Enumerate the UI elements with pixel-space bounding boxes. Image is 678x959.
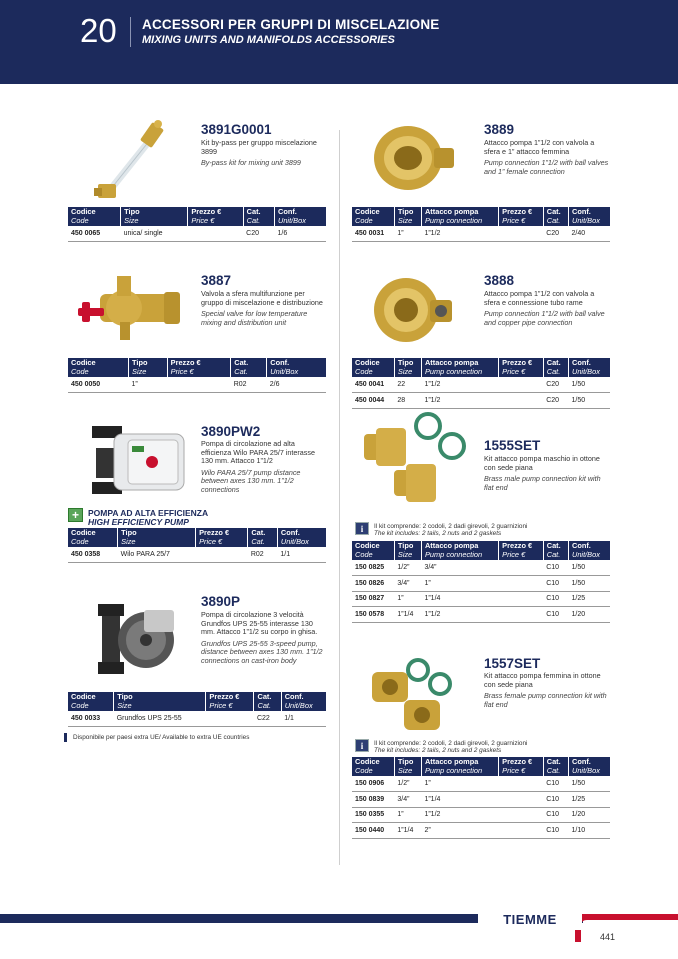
table-cell: 2/6 xyxy=(267,377,326,393)
description-it: Attacco pompa 1”1/2 con valvola a sfera e 1” attacco femmina xyxy=(484,138,595,156)
table-cell: 28 xyxy=(394,393,421,409)
column-header: Codice Code xyxy=(68,528,118,547)
table-cell: C10 xyxy=(543,807,568,823)
product-description xyxy=(201,611,326,666)
table-cell: 1/1 xyxy=(281,711,326,727)
table-row xyxy=(352,807,610,823)
table-cell: unica/ single xyxy=(121,226,188,242)
info-icon: i xyxy=(355,522,369,535)
product-description xyxy=(484,672,609,709)
table-cell: R02 xyxy=(231,377,267,393)
table-cell: 3/4” xyxy=(394,792,421,808)
table-cell: 1/50 xyxy=(568,393,610,409)
price-table xyxy=(352,207,610,242)
product-description xyxy=(484,139,609,176)
table-cell xyxy=(206,711,254,727)
table-header-row xyxy=(68,358,326,377)
column-header: Tipo Size xyxy=(121,207,188,226)
price-table xyxy=(352,757,610,839)
table-cell: 1/50 xyxy=(568,776,610,792)
product-code: 3889 xyxy=(484,122,515,137)
column-header: Cat. Cat. xyxy=(543,207,568,226)
table-row xyxy=(352,393,610,409)
table-cell xyxy=(499,607,544,623)
pump-connection-valve-image xyxy=(368,118,458,196)
column-header: Prezzo € Price € xyxy=(188,207,243,226)
article-code-cell: 450 0033 xyxy=(68,711,114,727)
page-number: 441 xyxy=(600,932,616,942)
table-cell xyxy=(499,776,544,792)
product-code: 3891G0001 xyxy=(201,122,272,137)
table-cell xyxy=(499,560,544,576)
column-header: Cat. Cat. xyxy=(248,528,278,547)
column-header: Codice Code xyxy=(68,207,121,226)
price-table xyxy=(68,528,326,563)
male-connection-kit-image xyxy=(356,412,472,512)
table-cell xyxy=(499,591,544,607)
column-header: Prezzo € Price € xyxy=(499,757,544,776)
column-header: Codice Code xyxy=(352,207,394,226)
article-code-cell: 450 0031 xyxy=(352,226,394,242)
article-code-cell: 450 0041 xyxy=(352,377,394,393)
column-header: Codice Code xyxy=(68,358,129,377)
female-connection-kit-image xyxy=(368,656,468,736)
table-cell xyxy=(499,823,544,839)
table-cell: 1/20 xyxy=(568,807,610,823)
wilo-pump-image xyxy=(88,418,193,504)
product-description xyxy=(201,440,326,495)
table-cell: 1/25 xyxy=(568,591,610,607)
product-description xyxy=(201,290,326,327)
table-cell xyxy=(499,807,544,823)
product-code: 3890P xyxy=(201,594,241,609)
table-row xyxy=(352,591,610,607)
table-cell: 1/10 xyxy=(568,823,610,839)
column-header: Prezzo € Price € xyxy=(499,358,544,377)
column-header: Tipo Size xyxy=(394,541,421,560)
column-header: Attacco pompa Pump connection xyxy=(421,358,498,377)
info-icon: i xyxy=(355,739,369,752)
badge-label-it: POMPA AD ALTA EFFICIENZA xyxy=(88,508,209,518)
table-cell: 1” xyxy=(129,377,168,393)
column-header: Prezzo € Price € xyxy=(196,528,248,547)
table-cell xyxy=(188,226,243,242)
table-cell xyxy=(196,547,248,563)
table-header-row xyxy=(68,207,326,226)
description-en: Pump connection 1”1/2 with ball valves and 1” female connection xyxy=(484,158,609,176)
column-header: Prezzo € Price € xyxy=(167,358,231,377)
column-header: Codice Code xyxy=(352,541,394,560)
product-code: 3890PW2 xyxy=(201,424,261,439)
table-cell: C10 xyxy=(543,591,568,607)
chapter-number: 20 xyxy=(80,12,117,49)
table-cell: C20 xyxy=(543,393,568,409)
column-header: Conf. Unit/Box xyxy=(568,207,610,226)
price-table xyxy=(352,541,610,623)
table-cell xyxy=(167,377,231,393)
table-cell: 2/40 xyxy=(568,226,610,242)
plus-icon: + xyxy=(68,508,83,522)
description-it: Kit attacco pompa maschio in ottone con sede piana xyxy=(484,454,600,472)
table-cell xyxy=(499,576,544,592)
price-table xyxy=(68,358,326,393)
table-cell: Wilo PARA 25/7 xyxy=(118,547,196,563)
table-row xyxy=(352,576,610,592)
column-header: Codice Code xyxy=(68,692,114,711)
product-code: 3887 xyxy=(201,273,232,288)
bypass-kit-image xyxy=(90,118,170,204)
table-cell: 1/50 xyxy=(568,377,610,393)
note-en: The kit includes: 2 tails, 2 nuts and 2 gaskets xyxy=(374,530,502,538)
product-code: 1555SET xyxy=(484,438,541,453)
note-it: Il kit comprende: 2 codoli, 2 dadi girevoli, 2 guarnizioni xyxy=(374,523,528,530)
table-cell: 3/4” xyxy=(394,576,421,592)
table-cell: C22 xyxy=(254,711,281,727)
column-header: Cat. Cat. xyxy=(231,358,267,377)
table-cell: 1”1/2 xyxy=(421,393,498,409)
description-it: Pompa di circolazione ad alta efficienza Wilo PARA 25/7 interasse 130 mm. Attacco 1”1/2 xyxy=(201,439,315,466)
table-cell: 1” xyxy=(421,576,498,592)
column-header: Conf. Unit/Box xyxy=(267,358,326,377)
column-header: Tipo Size xyxy=(129,358,168,377)
column-header: Prezzo € Price € xyxy=(206,692,254,711)
chapter-title: ACCESSORI PER GRUPPI DI MISCELAZIONE xyxy=(142,17,440,32)
column-header: Tipo Size xyxy=(394,757,421,776)
column-header: Conf. Unit/Box xyxy=(277,528,326,547)
table-cell: 1/2” xyxy=(394,560,421,576)
table-cell: 1”1/4 xyxy=(394,607,421,623)
table-header-row xyxy=(352,757,610,776)
column-header: Prezzo € Price € xyxy=(499,541,544,560)
description-en: Pump connection 1”1/2 with ball valve and copper pipe connection xyxy=(484,309,605,327)
article-code-cell: 150 0355 xyxy=(352,807,394,823)
column-header: Tipo Size xyxy=(118,528,196,547)
price-table xyxy=(68,692,326,727)
table-cell: 1/25 xyxy=(568,792,610,808)
article-code-cell: 150 0827 xyxy=(352,591,394,607)
description-it: Attacco pompa 1”1/2 con valvola a sfera e connessione tubo rame xyxy=(484,289,595,307)
table-cell: 1/20 xyxy=(568,607,610,623)
table-cell: C10 xyxy=(543,560,568,576)
description-en: Special valve for low temperature mixing and distribution unit xyxy=(201,309,308,327)
chapter-subtitle: MIXING UNITS AND MANIFOLDS ACCESSORIES xyxy=(142,34,395,46)
table-row xyxy=(352,792,610,808)
kit-contents-note xyxy=(374,523,527,538)
table-row xyxy=(352,607,610,623)
page-header xyxy=(0,0,678,84)
table-cell: C20 xyxy=(543,377,568,393)
table-cell: C10 xyxy=(543,576,568,592)
table-cell: 1/50 xyxy=(568,560,610,576)
table-cell xyxy=(499,393,544,409)
table-cell: 1”1/2 xyxy=(421,607,498,623)
description-it: Kit attacco pompa femmina in ottone con sede piana xyxy=(484,671,601,689)
table-cell: 1/6 xyxy=(274,226,326,242)
description-it: Valvola a sfera multifunzione per gruppo di miscelazione e distribuzione xyxy=(201,289,323,307)
product-description xyxy=(484,290,609,327)
table-cell: 1”1/4 xyxy=(394,823,421,839)
table-header-row xyxy=(352,541,610,560)
table-row xyxy=(352,377,610,393)
article-code-cell: 450 0065 xyxy=(68,226,121,242)
column-header: Codice Code xyxy=(352,358,394,377)
article-code-cell: 150 0906 xyxy=(352,776,394,792)
column-header: Attacco pompa Pump connection xyxy=(421,757,498,776)
note-en: The kit includes: 2 tails, 2 nuts and 2 gaskets xyxy=(374,747,502,755)
column-header: Conf. Unit/Box xyxy=(568,358,610,377)
article-code-cell: 450 0358 xyxy=(68,547,118,563)
table-row xyxy=(352,823,610,839)
column-header: Attacco pompa Pump connection xyxy=(421,541,498,560)
table-row xyxy=(68,547,326,563)
table-cell: 1”1/4 xyxy=(421,591,498,607)
price-table xyxy=(352,358,610,409)
description-en: Wilo PARA 25/7 pump distance between axes 130 mm. 1”1/2 connections xyxy=(201,467,301,494)
description-en: Grundfos UPS 25-55 3-speed pump, distance between axes 130 mm. 1”1/2 connections on cast-iron body xyxy=(201,638,323,665)
table-cell: 3/4” xyxy=(421,560,498,576)
table-cell: 1”1/2 xyxy=(421,226,498,242)
table-cell xyxy=(499,377,544,393)
column-header: Conf. Unit/Box xyxy=(274,207,326,226)
price-table xyxy=(68,207,326,242)
column-header: Cat. Cat. xyxy=(243,207,274,226)
column-header: Attacco pompa Pump connection xyxy=(421,207,498,226)
product-code: 1557SET xyxy=(484,656,541,671)
table-cell: R02 xyxy=(248,547,278,563)
table-header-row xyxy=(352,358,610,377)
description-en: By-pass kit for mixing unit 3899 xyxy=(201,158,301,168)
note-it: Il kit comprende: 2 codoli, 2 dadi girevoli, 2 guarnizioni xyxy=(374,740,528,747)
table-cell: 1/50 xyxy=(568,576,610,592)
article-code-cell: 150 0839 xyxy=(352,792,394,808)
article-code-cell: 150 0578 xyxy=(352,607,394,623)
table-cell: C10 xyxy=(543,776,568,792)
brand-logo: TIEMME xyxy=(478,910,582,930)
table-row xyxy=(68,711,326,727)
column-header: Tipo Size xyxy=(394,207,421,226)
column-divider xyxy=(339,130,340,865)
table-cell: 1” xyxy=(394,226,421,242)
kit-contents-note xyxy=(374,740,527,755)
product-code: 3888 xyxy=(484,273,515,288)
table-cell: C10 xyxy=(543,823,568,839)
table-row xyxy=(68,377,326,393)
article-code-cell: 150 0440 xyxy=(352,823,394,839)
article-code-cell: 150 0825 xyxy=(352,560,394,576)
table-cell xyxy=(499,792,544,808)
table-header-row xyxy=(68,528,326,547)
table-row xyxy=(352,776,610,792)
table-cell: 1”1/2 xyxy=(421,807,498,823)
table-cell: 1” xyxy=(421,776,498,792)
description-en: Brass male pump connection kit with flat end xyxy=(484,474,601,492)
table-row xyxy=(352,226,610,242)
multifunction-valve-image xyxy=(72,272,186,344)
badge-label-en: HIGH EFFICIENCY PUMP xyxy=(88,517,189,527)
grundfos-pump-image xyxy=(88,598,188,682)
description-en: Brass female pump connection kit with flat end xyxy=(484,691,607,709)
table-header-row xyxy=(352,207,610,226)
article-code-cell: 450 0050 xyxy=(68,377,129,393)
column-header: Tipo Size xyxy=(114,692,206,711)
column-header: Codice Code xyxy=(352,757,394,776)
table-cell: 1”1/4 xyxy=(421,792,498,808)
pump-connection-copper-image xyxy=(368,270,458,348)
table-cell: C20 xyxy=(543,226,568,242)
table-header-row xyxy=(68,692,326,711)
table-cell: 1”1/2 xyxy=(421,377,498,393)
product-description xyxy=(484,455,609,492)
table-row xyxy=(68,226,326,242)
column-header: Cat. Cat. xyxy=(543,757,568,776)
article-code-cell: 150 0826 xyxy=(352,576,394,592)
column-header: Conf. Unit/Box xyxy=(568,757,610,776)
column-header: Conf. Unit/Box xyxy=(568,541,610,560)
product-description xyxy=(201,139,326,168)
header-divider xyxy=(130,17,131,47)
table-row xyxy=(352,560,610,576)
table-cell: C10 xyxy=(543,792,568,808)
description-it: Pompa di circolazione 3 velocità Grundfos UPS 25-55 interasse 130 mm. Attacco 1”1/2 su corpo in ghisa. xyxy=(201,610,318,637)
table-cell: 1” xyxy=(394,807,421,823)
table-cell: Grundfos UPS 25-55 xyxy=(114,711,206,727)
footer-accent xyxy=(575,914,678,942)
article-code-cell: 450 0044 xyxy=(352,393,394,409)
column-header: Prezzo € Price € xyxy=(499,207,544,226)
table-cell: C10 xyxy=(543,607,568,623)
description-it: Kit by-pass per gruppo miscelazione 3899 xyxy=(201,138,317,156)
table-cell xyxy=(499,226,544,242)
table-cell: 22 xyxy=(394,377,421,393)
column-header: Conf. Unit/Box xyxy=(281,692,326,711)
table-cell: 1/1 xyxy=(277,547,326,563)
table-cell: 1/2” xyxy=(394,776,421,792)
table-cell: C20 xyxy=(243,226,274,242)
column-header: Tipo Size xyxy=(394,358,421,377)
table-cell: 2” xyxy=(421,823,498,839)
column-header: Cat. Cat. xyxy=(543,358,568,377)
column-header: Cat. Cat. xyxy=(254,692,281,711)
column-header: Cat. Cat. xyxy=(543,541,568,560)
table-cell: 1” xyxy=(394,591,421,607)
availability-footnote: Disponibile per paesi extra UE/ Available to extra UE countries xyxy=(64,733,249,742)
